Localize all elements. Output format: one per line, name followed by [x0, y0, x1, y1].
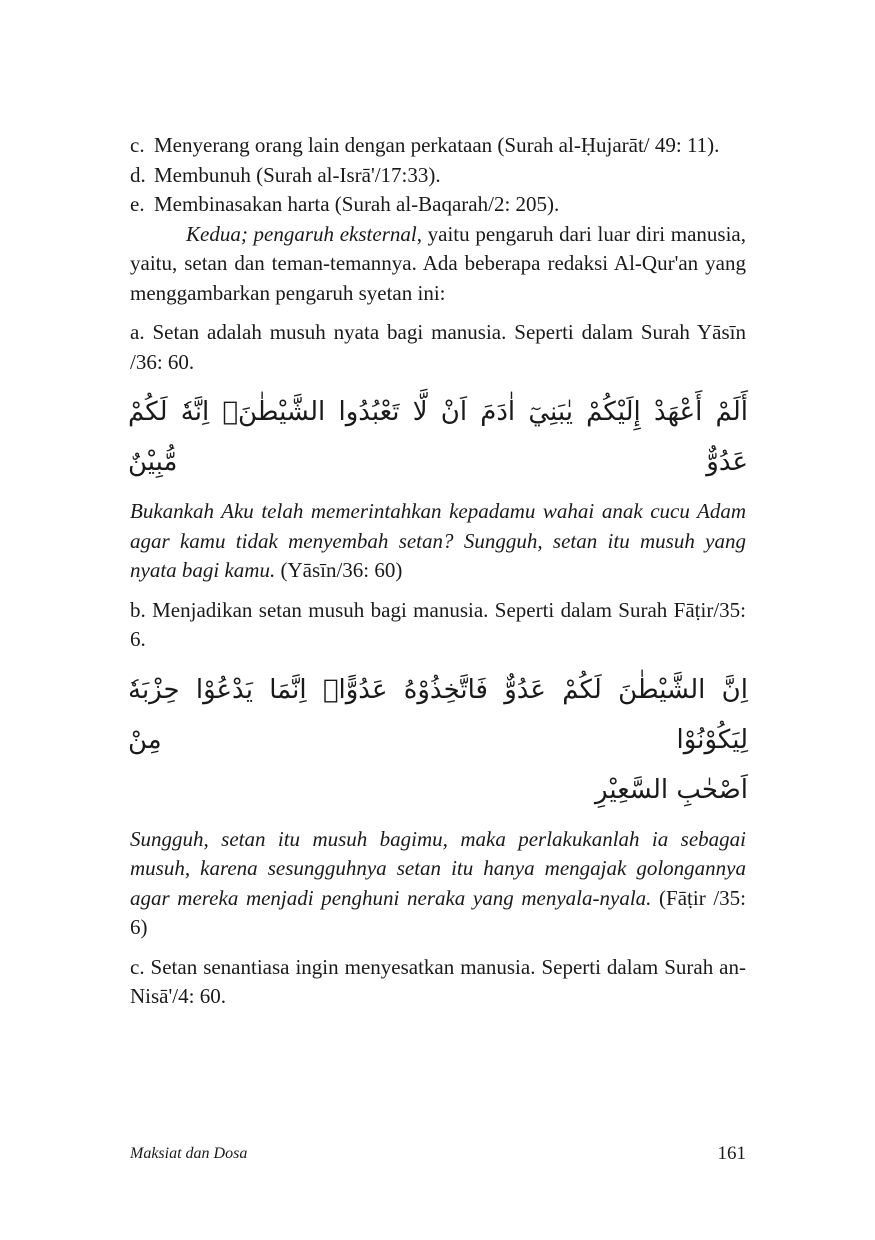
- translation-yasin: Bukankah Aku telah memerintahkan kepadamu wahai anak cucu Adam agar kamu tidak menyembah setan? Sungguh, setan itu musuh yang nyata bagi kamu. (Yāsīn/36: 60): [130, 499, 746, 582]
- list-item: e. Membinasakan harta (Surah al-Baqarah/2: 205).: [130, 192, 560, 216]
- point-b: b. Menjadikan setan musuh bagi manusia. Seperti dalam Surah Fāṭir/35: 6.: [130, 597, 746, 651]
- arabic-verse-fatir-line2: اَصْحٰبِ السَّعِيْرِ: [595, 774, 748, 805]
- arabic-verse-fatir-line1: اِنَّ الشَّيْطٰنَ لَكُمْ عَدُوٌّ فَاتَّخِذُوْهُ عَدُوًّاۗ اِنَّمَا يَدْعُوْا حِزْبَهٗ لِيَكُوْنُوْا مِنْ: [128, 674, 748, 755]
- page-body: [130, 131, 746, 1012]
- paragraph-kedua: Kedua; pengaruh eksternal, yaitu pengaruh dari luar diri manusia, yaitu, setan dan teman-temannya. Ada beberapa redaksi Al-Qur'an yang menggambarkan pengaruh syetan ini:: [130, 221, 746, 305]
- page-number: 161: [717, 1143, 746, 1164]
- footer-title: Maksiat dan Dosa: [130, 1145, 248, 1162]
- point-c: c. Setan senantiasa ingin menyesatkan manusia. Seperti dalam Surah an-Nisā'/4: 60.: [130, 954, 746, 1008]
- list-item: c. Menyerang orang lain dengan perkataan (Surah al-Ḥujarāt/ 49: 11).: [130, 133, 720, 157]
- arabic-verse-yasin: أَلَمْ أَعْهَدْ إِلَيْكُمْ يٰبَنِيٓ اٰدَمَ اَنْ لَّا تَعْبُدُوا الشَّيْطٰنَۚ اِنَّهٗ لَكُمْ عَدُوٌّ مُّبِيْنٌ: [128, 397, 748, 477]
- translation-fatir: Sungguh, setan itu musuh bagimu, maka perlakukanlah ia sebagai musuh, karena sesungguhnya setan itu hanya mengajak golongannya agar mereka menjadi penghuni neraka yang menyala-nyala. (Fāṭir /35: 6): [130, 826, 746, 939]
- sin-list: [130, 131, 746, 220]
- list-item: d. Membunuh (Surah al-Isrā'/17:33).: [130, 162, 441, 187]
- point-a: a. Setan adalah musuh nyata bagi manusia. Seperti dalam Surah Yāsīn /36: 60.: [130, 320, 746, 374]
